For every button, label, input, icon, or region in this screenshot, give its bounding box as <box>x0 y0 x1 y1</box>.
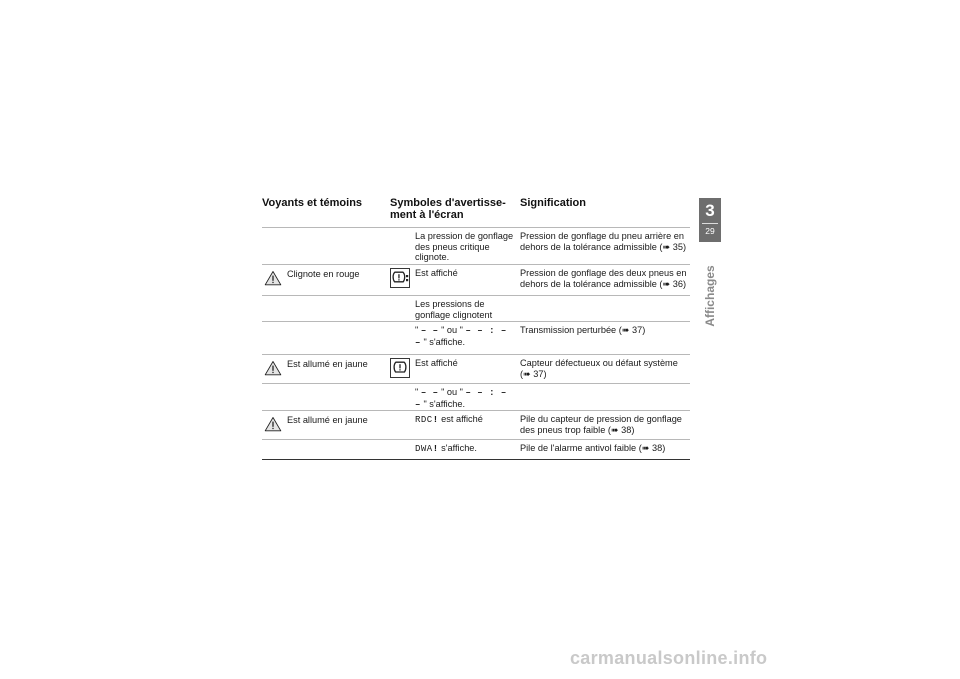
table-header <box>262 197 690 227</box>
meaning-text: Transmission perturbée (➠ 37) <box>520 325 646 335</box>
table-row <box>262 295 690 321</box>
meaning-text: Pression de gonflage du pneu arrière en dehors de la tolérance admissible (➠ 35) <box>520 231 687 252</box>
table-row <box>262 264 690 295</box>
display-text: Les pressions de gonflage clignotent <box>415 299 493 320</box>
chapter-tab-divider <box>702 223 718 224</box>
display-text: Est affiché <box>415 268 458 278</box>
watermark: carmanualsonline.info <box>570 648 768 668</box>
tire-pressure-critical-icon <box>390 268 410 288</box>
tire-pressure-icon <box>390 358 410 378</box>
warning-triangle-icon <box>264 360 282 376</box>
indicator-label: Est allumé en jaune <box>287 415 368 425</box>
table-row <box>262 410 690 439</box>
indicator-label: Est allumé en jaune <box>287 359 368 369</box>
warning-triangle-icon <box>264 416 282 432</box>
display-text: DWA! s'affiche. <box>415 443 477 454</box>
meaning-text: Pile de l'alarme antivol faible (➠ 38) <box>520 443 666 453</box>
warning-table <box>262 197 690 469</box>
display-text: La pression de gonflage des pneus critique clignote. <box>415 231 514 262</box>
table-bottom-rule <box>262 459 690 460</box>
chapter-tab <box>699 198 721 242</box>
meaning-text: Pile du capteur de pression de gonflage des pneus trop faible (➠ 38) <box>520 414 682 435</box>
chapter-title: Affichages <box>703 265 717 327</box>
page-number: 29 <box>705 226 715 236</box>
header-indicators: Voyants et témoins <box>262 197 363 209</box>
chapter-number: 3 <box>705 201 715 220</box>
display-text: RDC! est affiché <box>415 414 483 425</box>
display-text: " – – " ou " – – : – – " s'affiche. <box>415 387 507 410</box>
header-meaning: Signification <box>520 197 586 209</box>
header-display-symbols: Symboles d'avertisse-ment à l'écran <box>390 197 506 221</box>
table-row <box>262 227 690 264</box>
table-row <box>262 383 690 410</box>
table-row <box>262 321 690 354</box>
meaning-text: Capteur défectueux ou défaut système (➠ 37) <box>520 358 678 379</box>
table-row <box>262 439 690 469</box>
meaning-text: Pression de gonflage des deux pneus en dehors de la tolérance admissible (➠ 36) <box>520 268 687 289</box>
warning-triangle-icon <box>264 270 282 286</box>
display-text: Est affiché <box>415 358 458 368</box>
table-row <box>262 354 690 383</box>
indicator-label: Clignote en rouge <box>287 269 360 279</box>
display-text: " – – " ou " – – : – – " s'affiche. <box>415 325 507 348</box>
